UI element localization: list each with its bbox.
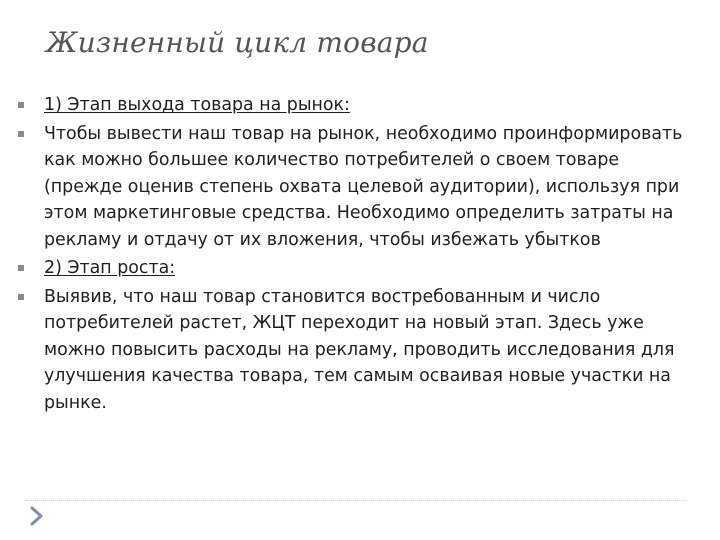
- square-bullet-icon: [18, 294, 24, 300]
- list-item: [18, 284, 688, 417]
- square-bullet-icon: [18, 102, 24, 108]
- stage-heading-intro: 1) Этап выхода товара на рынок:: [44, 95, 350, 115]
- slide-title: Жизненный цикл товара: [46, 26, 429, 59]
- list-item: [18, 92, 688, 119]
- square-bullet-icon: [18, 265, 24, 271]
- list-item: [18, 121, 688, 254]
- stage-description-growth: Выявив, что наш товар становится востребованным и число потребителей растет, ЖЦТ переходит на новый этап. Здесь уже можно повысить расходы на рекламу, проводить исследования для улучшения качества товара, тем самым осваивая новые участки на рынке.: [44, 286, 675, 413]
- stage-heading-growth: 2) Этап роста:: [44, 258, 176, 278]
- bullet-list: [18, 92, 688, 418]
- list-item: [18, 255, 688, 282]
- footer-divider: [26, 500, 686, 501]
- stage-description-intro: Чтобы вывести наш товар на рынок, необходимо проинформировать как можно большее количество потребителей о своем товаре (прежде оценив степень охвата целевой аудитории), используя при этом маркетинговые средства. Необходимо определить затраты на рекламу и отдачу от их вложения, чтобы избежать убытков: [44, 123, 683, 250]
- square-bullet-icon: [18, 131, 24, 137]
- chevron-right-icon[interactable]: [26, 505, 48, 527]
